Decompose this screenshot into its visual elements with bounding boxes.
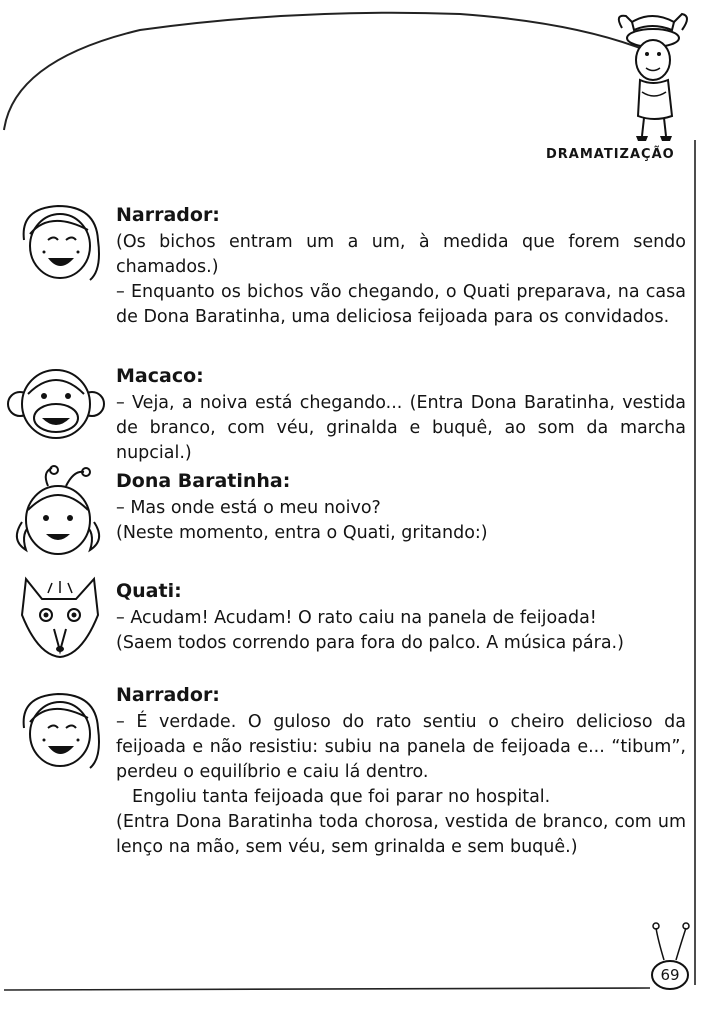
speaker-name: Macaco:	[116, 365, 204, 387]
monkey-icon	[4, 364, 108, 444]
dialogue-narrator-2	[116, 683, 686, 860]
quati-icon	[12, 575, 108, 659]
dialogue-line: – Mas onde está o meu noivo?	[116, 498, 381, 518]
speaker-name: Quati:	[116, 580, 182, 602]
speaker-name: Narrador:	[116, 204, 220, 226]
narrator-girl-icon	[10, 688, 110, 778]
goat-mascot-icon	[612, 8, 694, 143]
section-title: DRAMATIZAÇÃO	[546, 147, 675, 162]
dialogue-quati	[116, 579, 686, 656]
dialogue-macaco	[116, 364, 686, 466]
speaker-name: Narrador:	[116, 684, 220, 706]
stage-direction: (Saem todos correndo para fora do palco. A música pára.)	[116, 633, 624, 653]
speaker-name: Dona Baratinha:	[116, 470, 291, 492]
dialogue-line: – Veja, a noiva está chegando... (Entra Dona Baratinha, vestida de branco, com véu, grinalda e buquê, ao som da marcha nupcial.)	[116, 393, 686, 463]
dialogue-line: – Acudam! Acudam! O rato caiu na panela de feijoada!	[116, 608, 597, 628]
dialogue-line: – Enquanto os bichos vão chegando, o Quati preparava, na casa de Dona Baratinha, uma deliciosa feijoada para os convidados.	[116, 282, 686, 327]
dialogue-dona-baratinha	[116, 469, 686, 546]
stage-direction: (Os bichos entram um a um, à medida que forem sendo chamados.)	[116, 232, 686, 277]
dialogue-line: Engoliu tanta feijoada que foi parar no hospital.	[132, 787, 551, 807]
dialogue-line: – É verdade. O guloso do rato sentiu o cheiro delicioso da feijoada e não resistiu: subiu na panela de feijoada e... “tibum”, perdeu o equilíbrio e caiu lá dentro.	[116, 712, 686, 782]
dona-baratinha-icon	[6, 462, 110, 562]
narrator-girl-icon	[10, 200, 110, 290]
dialogue-narrator-1	[116, 203, 686, 330]
stage-direction: (Entra Dona Baratinha toda chorosa, vestida de branco, com um lenço na mão, sem véu, sem grinalda e sem buquê.)	[116, 812, 686, 857]
stage-direction: (Neste momento, entra o Quati, gritando:)	[116, 523, 488, 543]
page-number: 69	[660, 966, 680, 984]
